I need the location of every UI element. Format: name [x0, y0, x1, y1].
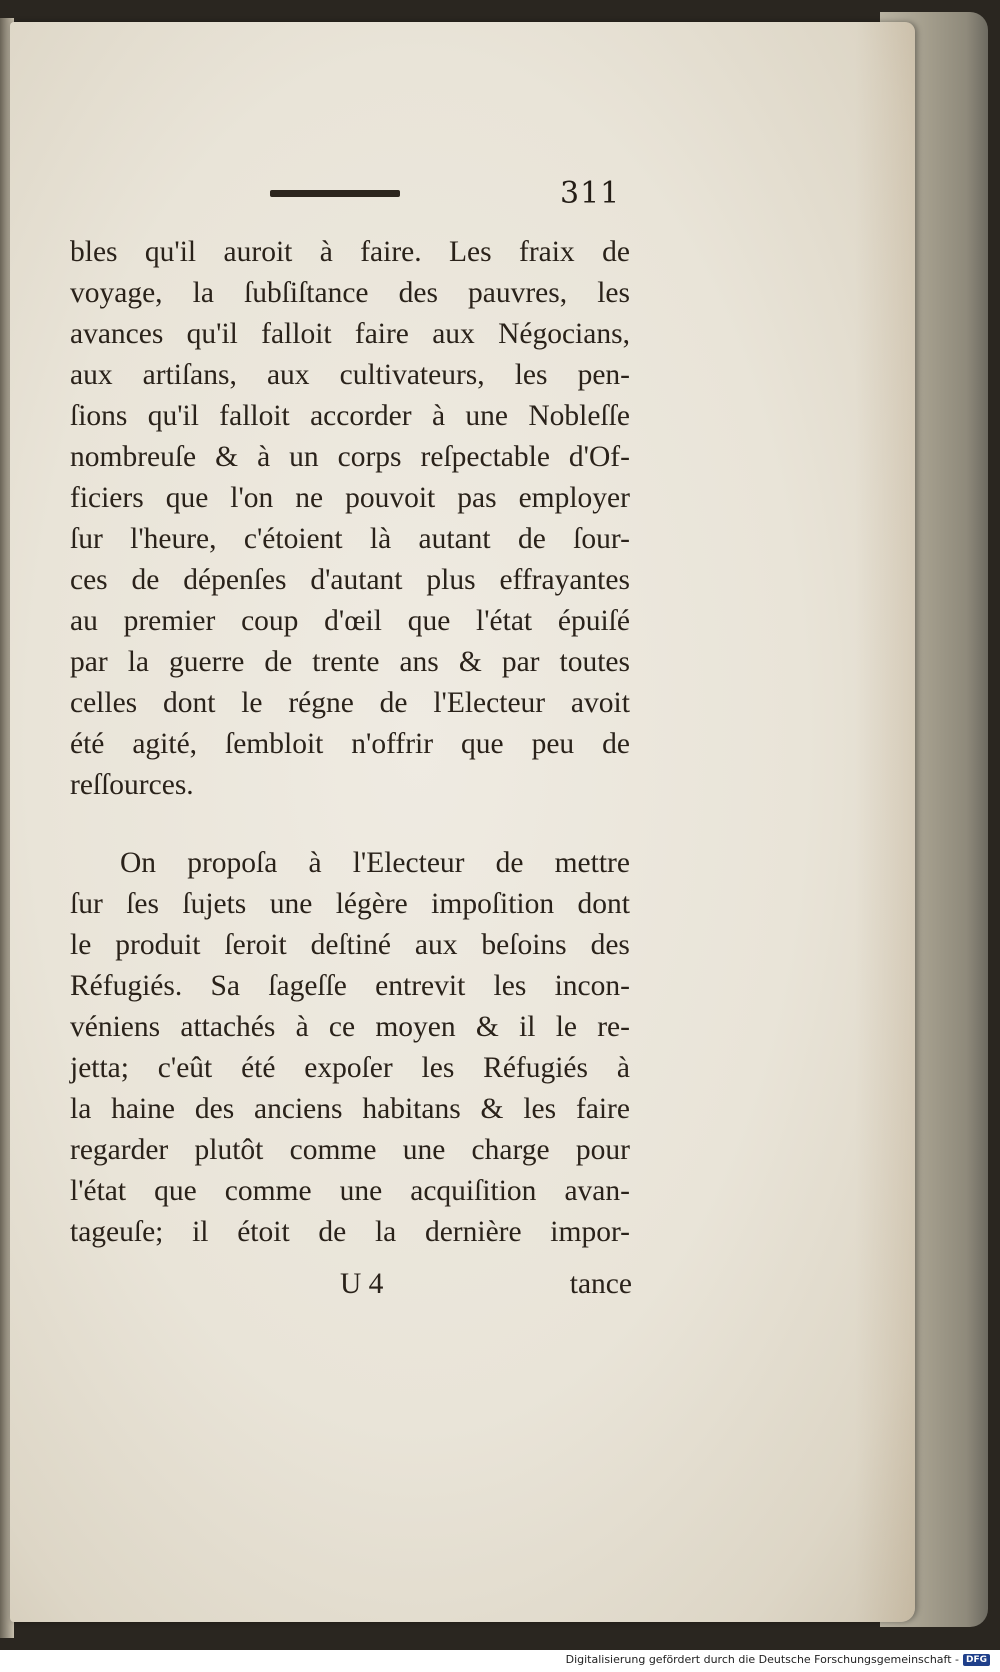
catchword: tance — [569, 1268, 632, 1300]
text-line: véniens attachés à ce moyen & il le re- — [70, 1011, 630, 1043]
text-line: ſur l'heure, c'étoient là autant de ſour- — [70, 523, 630, 555]
text-line: nombreuſe & à un corps reſpectable d'Of- — [70, 441, 630, 473]
text-line: tageuſe; il étoit de la dernière impor- — [70, 1216, 630, 1248]
text-line: voyage, la ſubſiſtance des pauvres, les — [70, 277, 630, 309]
body-text — [70, 232, 630, 1253]
text-line: On propoſa à l'Electeur de mettre — [120, 847, 630, 879]
text-line: été agité, ſembloit n'offrir que peu de — [70, 728, 630, 760]
text-line: Réfugiés. Sa ſageſſe entrevit les incon- — [70, 970, 630, 1002]
digitization-credit — [566, 1653, 990, 1666]
text-line: bles qu'il auroit à faire. Les fraix de — [70, 236, 630, 268]
signature-mark: U 4 — [340, 1268, 384, 1300]
paragraph-gap — [70, 806, 630, 843]
text-line: la haine des anciens habitans & les faire — [70, 1093, 630, 1125]
text-line: regarder plutôt comme une charge pour — [70, 1134, 630, 1166]
page-number: 311 — [560, 176, 621, 211]
text-line: au premier coup d'œil que l'état épuiſé — [70, 605, 630, 637]
signature-line — [340, 1268, 632, 1301]
text-line: reſſources. — [70, 769, 194, 801]
text-line: avances qu'il falloit faire aux Négocians, — [70, 318, 630, 350]
page-foxing — [855, 22, 915, 1622]
credit-text: Digitalisierung gefördert durch die Deutsche Forschungsgemeinschaft - — [565, 1653, 959, 1666]
text-line: aux artiſans, aux cultivateurs, les pen- — [70, 359, 630, 391]
footer-bar — [0, 1650, 1000, 1672]
text-line: celles dont le régne de l'Electeur avoit — [70, 687, 630, 719]
text-line: ſur ſes ſujets une légère impoſition dont — [70, 888, 630, 920]
text-line: ficiers que l'on ne pouvoit pas employer — [70, 482, 630, 514]
header-rule — [270, 190, 400, 197]
text-line: ſions qu'il falloit accorder à une Nobleſſe — [70, 400, 630, 432]
text-line: le produit ſeroit deſtiné aux beſoins des — [70, 929, 630, 961]
dfg-logo: DFG — [963, 1654, 990, 1666]
text-line: par la guerre de trente ans & par toutes — [70, 646, 630, 678]
text-line: ces de dépenſes d'autant plus effrayantes — [70, 564, 630, 596]
paragraph-2 — [70, 843, 630, 1253]
text-line: l'état que comme une acquiſition avan- — [70, 1175, 630, 1207]
paragraph-1 — [70, 232, 630, 806]
text-line: jetta; c'eût été expoſer les Réfugiés à — [70, 1052, 630, 1084]
